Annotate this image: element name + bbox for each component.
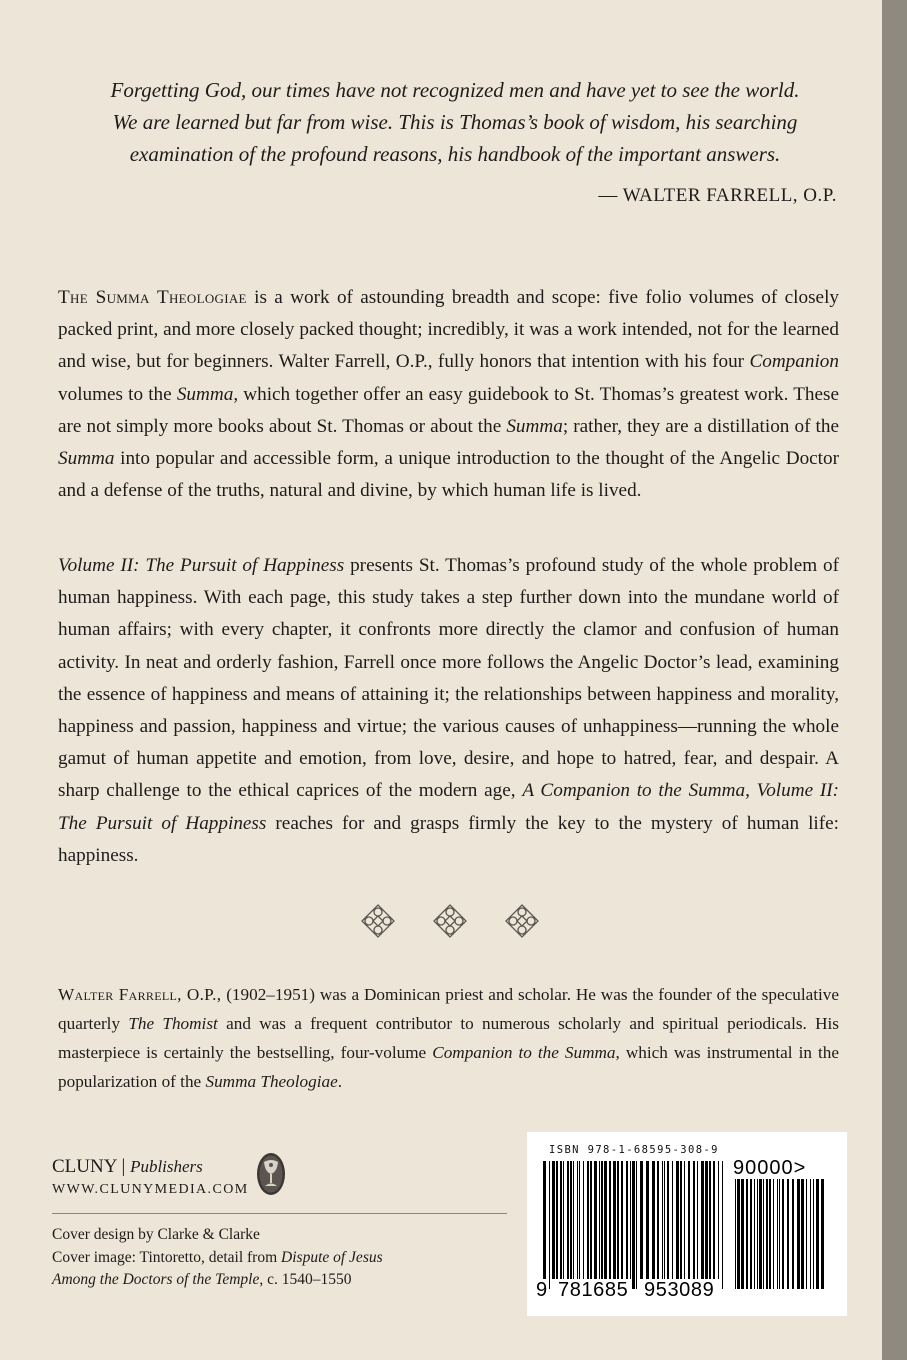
barcode-bar <box>813 1179 814 1289</box>
barcode-bar <box>801 1179 804 1289</box>
barcode-bar <box>652 1161 655 1279</box>
barcode-bar <box>640 1161 643 1279</box>
publisher-name-text: CLUNY <box>52 1156 117 1177</box>
barcode-bar <box>567 1161 569 1279</box>
barcode-bar <box>636 1161 637 1289</box>
ean-digits <box>535 1279 745 1309</box>
price-addon-text: 90000> <box>733 1157 807 1179</box>
epigraph-quote <box>60 74 850 170</box>
diamond-knot-icon <box>360 903 396 939</box>
barcode-bar <box>697 1161 698 1279</box>
barcode-bar <box>810 1179 811 1289</box>
barcode-bar <box>556 1161 558 1279</box>
barcode-bar <box>821 1179 824 1289</box>
chalice-seal-icon <box>256 1152 286 1196</box>
ean-first-digit: 9 <box>536 1279 548 1301</box>
barcode-bar <box>693 1161 695 1279</box>
diamond-knot-icon <box>432 903 468 939</box>
barcode-bar <box>737 1179 740 1289</box>
text-run: is a work of astounding breadth and scope: five folio volumes of closely packed print, and more closely packed thought; incredibly, it was a work intended, not for the learned and wise, but for beginners. Walter Farrell, O.P., fully honors that intention with his four <box>58 287 839 373</box>
barcode-bar <box>594 1161 597 1279</box>
epigraph-attribution: — WALTER FARRELL, O.P. <box>598 185 837 206</box>
addon-barcode <box>735 1179 827 1289</box>
barcode-bar <box>657 1161 659 1279</box>
barcode-bar <box>709 1161 711 1279</box>
barcode-bar <box>672 1161 673 1279</box>
barcode-bar <box>621 1161 623 1279</box>
barcode-bar <box>754 1179 755 1289</box>
ean-barcode <box>543 1161 725 1289</box>
text-run: presents St. Thomas’s profound study of the whole problem of human happiness. With each page, this study takes a step further down into the mundane world of human affairs; with every chapter, it confronts more directly the clamor and confusion of human activity. In neat and orderly fashion, Farrell once more follows the Angelic Doctor’s lead, examining the essence of happiness and means of attaining it; the relationships between happiness and morality, happiness and passion, happiness and virtue; the various causes of unhappiness—running the whole gamut of human appetite and emotion, from love, desire, and hope to hatred, fear, and despair. A sharp challenge to the ethical caprices of the modern age, <box>58 555 839 802</box>
epigraph-line: We are learned but far from wise. This is Thomas’s book of wisdom, his searching <box>112 110 798 134</box>
barcode-bar <box>577 1161 578 1279</box>
barcode-box <box>527 1132 847 1316</box>
barcode-bar <box>722 1161 723 1289</box>
barcode-bar <box>662 1161 663 1279</box>
barcode-bar <box>583 1161 584 1279</box>
text-run: . <box>337 1072 343 1091</box>
publisher-url: WWW.CLUNYMEDIA.COM <box>52 1182 249 1197</box>
publisher-divider <box>52 1213 507 1214</box>
barcode-bar <box>779 1179 780 1289</box>
italic-title: Among the Doctors of the Temple <box>52 1271 260 1288</box>
publisher-separator: | <box>116 1156 131 1177</box>
barcode-bar <box>718 1161 719 1279</box>
italic-title: Volume II: The Pursuit of Happiness <box>58 555 345 576</box>
text-run: into popular and accessible form, a unique introduction to the thought of the Angelic Doctor and a defense of the truths, natural and divine, by which human life is lived. <box>58 448 839 502</box>
text-run: , which was instrumental in the popularization of the <box>58 1043 839 1091</box>
barcode-bar <box>806 1179 807 1289</box>
publisher-name <box>52 1156 249 1178</box>
text-run: (1902–1951) was a Dominican priest and scholar. He was the founder of the speculative quarterly <box>58 985 839 1033</box>
italic-title: The Thomist <box>128 1014 218 1033</box>
italic-title: Dispute of Jesus <box>281 1248 383 1266</box>
barcode-bar <box>613 1161 616 1279</box>
italic-title: Summa Theologiae <box>205 1072 338 1091</box>
description-paragraph-1 <box>58 282 839 507</box>
barcode-bar <box>573 1161 574 1279</box>
barcode-bar <box>741 1179 744 1289</box>
cover-image-credit-line <box>52 1269 383 1292</box>
barcode-bar <box>797 1179 800 1289</box>
publisher-block <box>52 1156 249 1198</box>
spine-edge-strip <box>882 0 907 1360</box>
barcode-bar <box>543 1161 546 1289</box>
barcode-bar <box>563 1161 564 1279</box>
barcode-bar <box>617 1161 619 1279</box>
barcode-bar <box>777 1179 778 1289</box>
barcode-bar <box>609 1161 611 1279</box>
text-run: , c. 1540–1550 <box>259 1271 352 1288</box>
barcode-bar <box>688 1161 690 1279</box>
barcode-bar <box>626 1161 628 1279</box>
barcode-bar <box>632 1161 635 1289</box>
publisher-subtitle: Publishers <box>130 1157 203 1176</box>
barcode-bar <box>646 1161 649 1279</box>
barcode-bar <box>570 1161 572 1279</box>
barcode-bar <box>766 1179 768 1289</box>
barcode-bar <box>757 1179 758 1289</box>
barcode-bar <box>763 1179 764 1289</box>
barcode-bar <box>680 1161 682 1279</box>
lead-small-caps: The Summa Theologiae <box>58 287 247 308</box>
italic-title: Companion to the Summa <box>432 1043 616 1062</box>
epigraph-line: Forgetting God, our times have not recognized men and have yet to see the world. <box>110 78 800 102</box>
barcode-bar <box>549 1161 550 1289</box>
italic-title: A Companion to the Summa, Volume II: The Pursuit of Happiness <box>58 780 839 834</box>
barcode-bar <box>735 1179 736 1289</box>
text-run: volumes to the <box>58 383 177 405</box>
barcode-bar <box>590 1161 592 1279</box>
barcode-bar <box>750 1179 752 1289</box>
barcode-bar <box>587 1161 589 1279</box>
barcode-bar <box>684 1161 685 1279</box>
diamond-knot-icon <box>504 903 540 939</box>
cover-credits <box>52 1224 383 1292</box>
ean-left-digits: 781685 <box>558 1279 629 1301</box>
text-run: and was a frequent contributor to numerous scholarly and spiritual periodicals. His masterpiece is certainly the bestselling, four-volume <box>58 1014 839 1062</box>
barcode-bar <box>599 1161 600 1279</box>
barcode-bar <box>604 1161 607 1279</box>
text-run: reaches for and grasps firmly the key to the mystery of human life: happiness. <box>58 812 839 866</box>
italic-title: Summa <box>176 383 234 405</box>
epigraph-line: examination of the profound reasons, his handbook of the important answers. <box>129 142 781 166</box>
section-ornaments <box>360 903 540 939</box>
description-paragraph-2 <box>58 550 839 872</box>
barcode-bar <box>676 1161 679 1279</box>
barcode-bar <box>664 1161 665 1279</box>
barcode-bar <box>773 1179 774 1289</box>
barcode-bar <box>713 1161 715 1279</box>
barcode-bar <box>746 1179 748 1289</box>
cover-design-credit: Cover design by Clarke & Clarke <box>52 1226 260 1243</box>
barcode-bar <box>552 1161 555 1279</box>
italic-title: Summa <box>58 448 115 470</box>
ean-right-digits: 953089 <box>644 1279 715 1301</box>
italic-title: Summa <box>506 415 563 437</box>
lead-small-caps: Walter Farrell, O.P., <box>58 985 222 1004</box>
barcode-bar <box>667 1161 669 1279</box>
text-run: , which together offer an easy guidebook to St. Thomas’s greatest work. These are not simply more books about St. Thomas or about the <box>58 383 840 437</box>
italic-title: Companion <box>749 351 839 373</box>
barcode-bar <box>782 1179 784 1289</box>
barcode-bar <box>579 1161 580 1279</box>
barcode-bar <box>787 1179 789 1289</box>
barcode-bar <box>701 1161 704 1279</box>
barcode-bar <box>759 1179 762 1289</box>
barcode-bar <box>816 1179 819 1289</box>
author-bio <box>58 980 839 1096</box>
cover-image-credit-line <box>52 1247 383 1270</box>
barcode-bar <box>630 1161 631 1279</box>
barcode-bar <box>769 1179 771 1289</box>
barcode-bar <box>601 1161 603 1279</box>
text-run: Cover image: Tintoretto, detail from <box>52 1248 282 1266</box>
text-run: ; rather, they are a distillation of the <box>562 415 839 437</box>
barcode-bar <box>792 1179 794 1289</box>
barcode-bar <box>705 1161 708 1279</box>
isbn-text: ISBN 978-1-68595-308-9 <box>549 1144 719 1156</box>
barcode-bar <box>560 1161 562 1279</box>
